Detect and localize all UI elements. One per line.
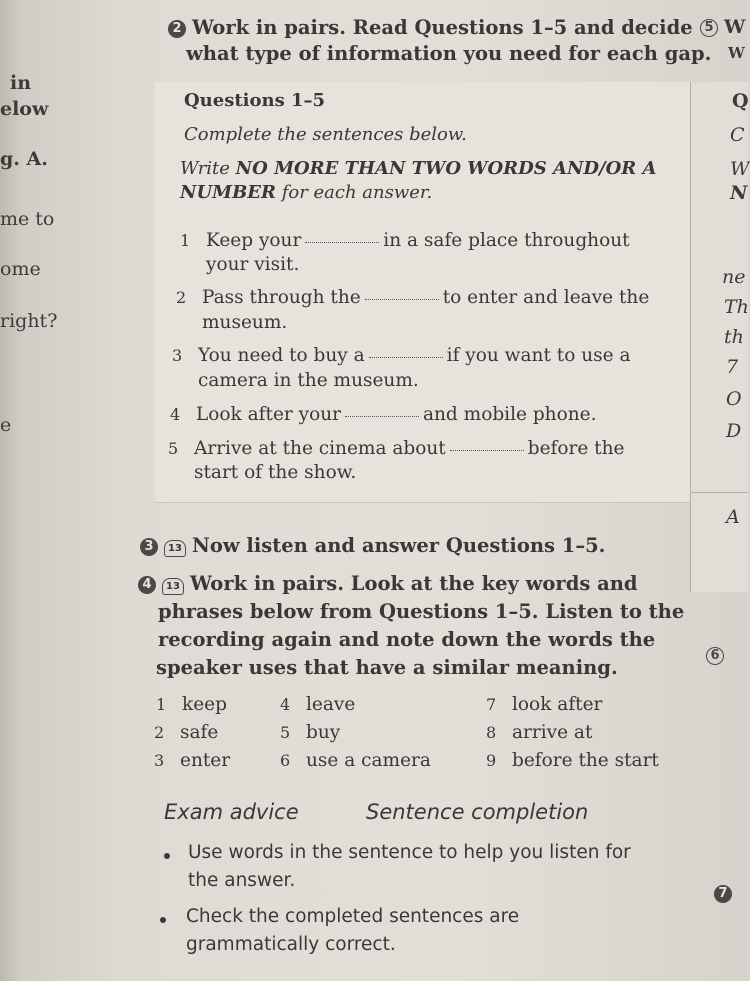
advice-tip-2: Check the completed sentences are [186,906,520,927]
key-word: 7 look after [486,694,603,715]
advice-tip-2-cont: grammatically correct. [186,934,396,955]
right-fragment-12: A [726,506,740,528]
question-3: 3 You need to buy a if you want to use a [172,345,631,366]
exercise-4-line4: speaker uses that have a similar meaning. [156,656,618,679]
answer-gap[interactable] [305,242,379,243]
bullet-icon [160,917,166,923]
exam-advice-subtitle: Sentence completion [366,800,589,824]
exercise-number-icon: 3 [140,538,158,556]
answer-gap[interactable] [450,450,524,451]
exercise-2-heading: 2 Work in pairs. Read Questions 1–5 and decide [168,16,693,39]
right-fragment-3: C [730,124,745,146]
exercise-3-heading: 3 13 Now listen and answer Questions 1–5. [140,534,605,557]
left-fragment-5: ome [0,258,41,280]
right-fragment-4: W [730,158,750,180]
right-fragment-10: O [726,388,742,410]
exercise-4-line3: recording again and note down the words the [158,628,656,651]
left-fragment-7: e [0,414,12,436]
instruction-1: Complete the sentences below. [184,124,467,145]
questions-title: Questions 1–5 [184,90,326,111]
question-2-cont: museum. [202,312,288,333]
key-word: 4 leave [280,694,356,715]
answer-gap[interactable] [345,416,419,417]
question-4: 4 Look after your and mobile phone. [170,404,597,425]
key-word: 1 keep [156,694,227,715]
key-word: 3 enter [154,750,231,771]
exercise-2-heading-line2: what type of information you need for each gap. [186,42,712,65]
key-word: 6 use a camera [280,750,431,771]
right-fragment-1: W [728,44,745,62]
answer-gap[interactable] [369,357,443,358]
question-1-cont: your visit. [206,254,300,275]
right-fragment-13 [706,644,730,666]
left-fragment-3: g. A. [0,148,48,170]
instruction-2-line1: Write NO MORE THAN TWO WORDS AND/OR A [180,158,657,179]
exercise-number-icon: 7 [714,885,732,903]
question-1: 1 Keep your in a safe place throughout [180,230,630,251]
key-word: 2 safe [154,722,219,743]
exercise-number-icon: 6 [706,647,724,665]
left-fragment-6: right? [0,310,58,332]
exam-advice-title: Exam advice [164,800,299,824]
exercise-number-icon: 2 [168,20,186,38]
audio-track-icon: 13 [164,540,186,557]
left-fragment-4: me to [0,208,55,230]
answer-gap[interactable] [365,299,439,300]
key-word: 8 arrive at [486,722,593,743]
exercise-4-line2: phrases below from Questions 1–5. Listen to the [158,600,685,623]
question-3-cont: camera in the museum. [198,370,419,391]
right-fragment-6: ne [722,266,746,288]
right-fragment-14 [714,882,738,904]
exercise-4-heading: 4 13 Work in pairs. Look at the key words and [138,572,638,595]
left-fragment-1: in [10,72,32,94]
question-2: 2 Pass through the to enter and leave the [176,287,650,308]
question-5-cont: start of the show. [194,462,357,483]
key-word: 9 before the start [486,750,659,771]
right-fragment-heading: 5 W [700,16,745,38]
instruction-2-line2: NUMBER for each answer. [180,182,433,203]
bullet-icon [164,853,170,859]
advice-tip-1: Use words in the sentence to help you listen for [188,842,631,863]
left-fragment-2: elow [0,98,49,120]
right-fragment-5: N [730,182,748,204]
right-fragment-11: D [726,420,742,442]
exercise-number-icon: 4 [138,576,156,594]
key-word: 5 buy [280,722,341,743]
exercise-number-icon: 5 [700,19,718,37]
question-5: 5 Arrive at the cinema about before the [168,438,625,459]
audio-track-icon: 13 [162,578,184,595]
right-fragment-2: Q [732,90,749,112]
right-fragment-7: Th [724,296,749,318]
right-fragment-9: 7 [726,356,739,378]
advice-tip-1-cont: the answer. [188,870,296,891]
right-fragment-8: th [724,326,744,348]
